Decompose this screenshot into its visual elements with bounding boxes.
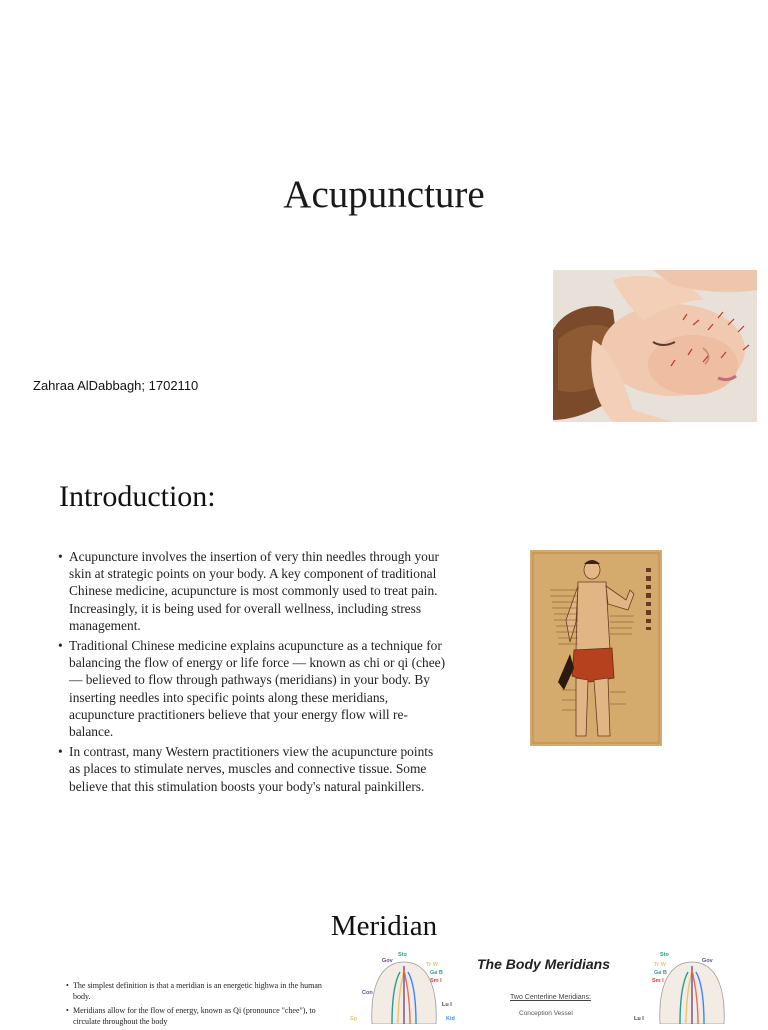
list-item: • The simplest definition is that a meridian is an energetic highwa in the human body.: [66, 980, 336, 1002]
meridian-tag: Gov: [382, 958, 393, 964]
list-item: • In contrast, many Western practitioners view the acupuncture points as places to stimulate nerves, muscles and connective tissue. Some believe that this stimulation boosts your body's natural painkillers.: [58, 743, 446, 795]
introduction-bullets: [58, 548, 446, 798]
meridian-tag: Kid: [446, 1016, 455, 1022]
face-acupuncture-photo: [553, 270, 757, 422]
meridian-tag: Tr W: [654, 962, 666, 968]
diagram-subtitle: Two Centerline Meridians:: [510, 994, 591, 1001]
body-meridians-diagram: [342, 944, 754, 1024]
meridian-tag: Ga B: [654, 970, 667, 976]
slide-title: Acupuncture: [283, 173, 485, 216]
diagram-title: The Body Meridians: [477, 956, 611, 972]
meridian-tag: Gov: [702, 958, 713, 964]
meridian-tag: Tr W: [426, 962, 438, 968]
meridian-tag: Lu I: [634, 1016, 644, 1022]
list-item: • Traditional Chinese medicine explains acupuncture as a technique for balancing the flow of energy or life force — known as chi or qi (chee) — believed to flow through pathways (meridians) in your body. By inserting needles into specific points along these meridians, acupuncture practitioners believe that your energy flow will re-balance.: [58, 637, 446, 740]
introduction-heading: Introduction:: [59, 480, 216, 513]
meridian-tag: Sto: [660, 952, 669, 958]
diagram-item: Conception Vessel: [519, 1010, 573, 1017]
list-item: • Meridians allow for the flow of energy, known as Qi (pronounce "chee"), to circulate throughout the body: [66, 1005, 336, 1027]
meridian-tag: Sto: [398, 952, 407, 958]
author-line: Zahraa AlDabbagh; 1702110: [33, 378, 199, 393]
meridian-tag: Con: [362, 990, 373, 996]
list-item: • Acupuncture involves the insertion of very thin needles through your skin at strategic points on your body. A key component of traditional Chinese medicine, acupuncture is most commonly used to treat pain. Increasingly, it is being used for overall wellness, including stress management.: [58, 548, 446, 634]
meridian-heading: Meridian: [330, 910, 438, 942]
meridian-tag: Ga B: [430, 970, 443, 976]
meridian-tag: Sp: [350, 1016, 358, 1022]
meridian-bullets: [66, 980, 336, 1030]
meridian-tag: Sm I: [652, 978, 664, 984]
meridian-tag: Lu I: [442, 1002, 452, 1008]
chinese-meridian-chart-illustration: [530, 550, 662, 746]
meridian-tag: Sm I: [430, 978, 442, 984]
